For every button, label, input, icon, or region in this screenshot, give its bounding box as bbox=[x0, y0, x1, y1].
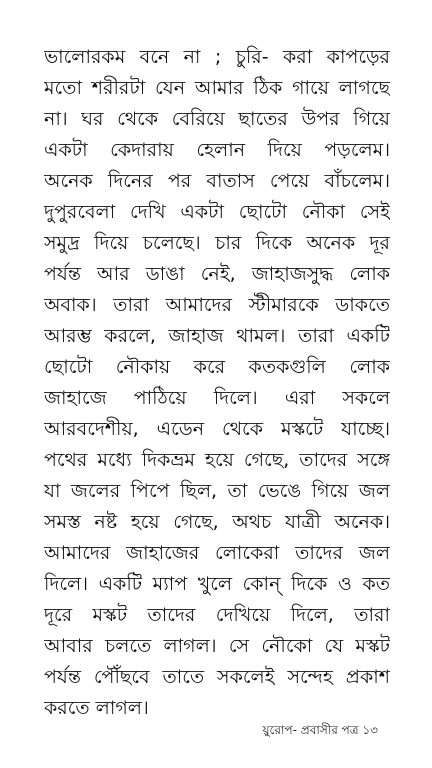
text-line-1: ভালোরকম বনে না ; চুরি- করা কাপড়ের bbox=[44, 46, 390, 68]
text-line-13: আরবদেশীয়, এডেন থেকে মস্কটে যাচ্ছে। bbox=[44, 418, 390, 440]
running-footer: য়ুরোপ- প্রবাসীর পত্র ১৩ bbox=[262, 723, 378, 737]
text-line-19: দূরে মস্কট তাদের দেখিয়ে দিলে, তারা bbox=[44, 604, 390, 626]
text-line-8: পর্যন্ত আর ডাঙা নেই, জাহাজসুদ্ধ লোক bbox=[44, 263, 390, 285]
text-line-12: জাহাজে পাঠিয়ে দিলে। এরা সকলে bbox=[44, 387, 390, 409]
text-line-14: পথের মধ্যে দিকভ্রম হয়ে গেছে, তাদের সঙ্গে bbox=[44, 449, 390, 471]
text-line-6: দুপুরবেলা দেখি একটা ছোটো নৌকা সেই bbox=[44, 201, 390, 223]
text-line-18: দিলে। একটি ম্যাপ খুলে কোন্‌ দিকে ও কত bbox=[44, 573, 390, 595]
body-text bbox=[44, 42, 390, 724]
text-line-10: আরম্ভ করলে, জাহাজ থামল। তারা একটি bbox=[44, 325, 390, 347]
text-line-9: অবাক। তারা আমাদের স্টীমারকে ডাকতে bbox=[44, 294, 390, 316]
text-line-22: করতে লাগল। bbox=[44, 697, 149, 719]
text-line-3: না। ঘর থেকে বেরিয়ে ছাতের উপর গিয়ে bbox=[44, 108, 390, 130]
text-line-17: আমাদের জাহাজের লোকেরা তাদের জল bbox=[44, 542, 390, 564]
text-line-20: আবার চলতে লাগল। সে নৌকো যে মস্কট bbox=[44, 635, 390, 657]
text-line-16: সমস্ত নষ্ট হয়ে গেছে, অথচ যাত্রী অনেক। bbox=[44, 511, 390, 533]
text-line-15: যা জলের পিপে ছিল, তা ভেঙে গিয়ে জল bbox=[44, 480, 390, 502]
text-line-11: ছোটো নৌকায় করে কতকগুলি লোক bbox=[44, 356, 390, 378]
text-line-21: পর্যন্ত পৌঁছবে তাতে সকলেই সন্দেহ প্রকাশ bbox=[44, 666, 390, 688]
text-line-7: সমুদ্র দিয়ে চলেছে। চার দিকে অনেক দূর bbox=[44, 232, 390, 254]
text-line-4: একটা কেদারায় হেলান দিয়ে পড়লেম। bbox=[44, 139, 390, 161]
text-line-2: মতো শরীরটা যেন আমার ঠিক গায়ে লাগছে bbox=[44, 77, 390, 99]
text-line-5: অনেক দিনের পর বাতাস পেয়ে বাঁচলেম। bbox=[44, 170, 390, 192]
